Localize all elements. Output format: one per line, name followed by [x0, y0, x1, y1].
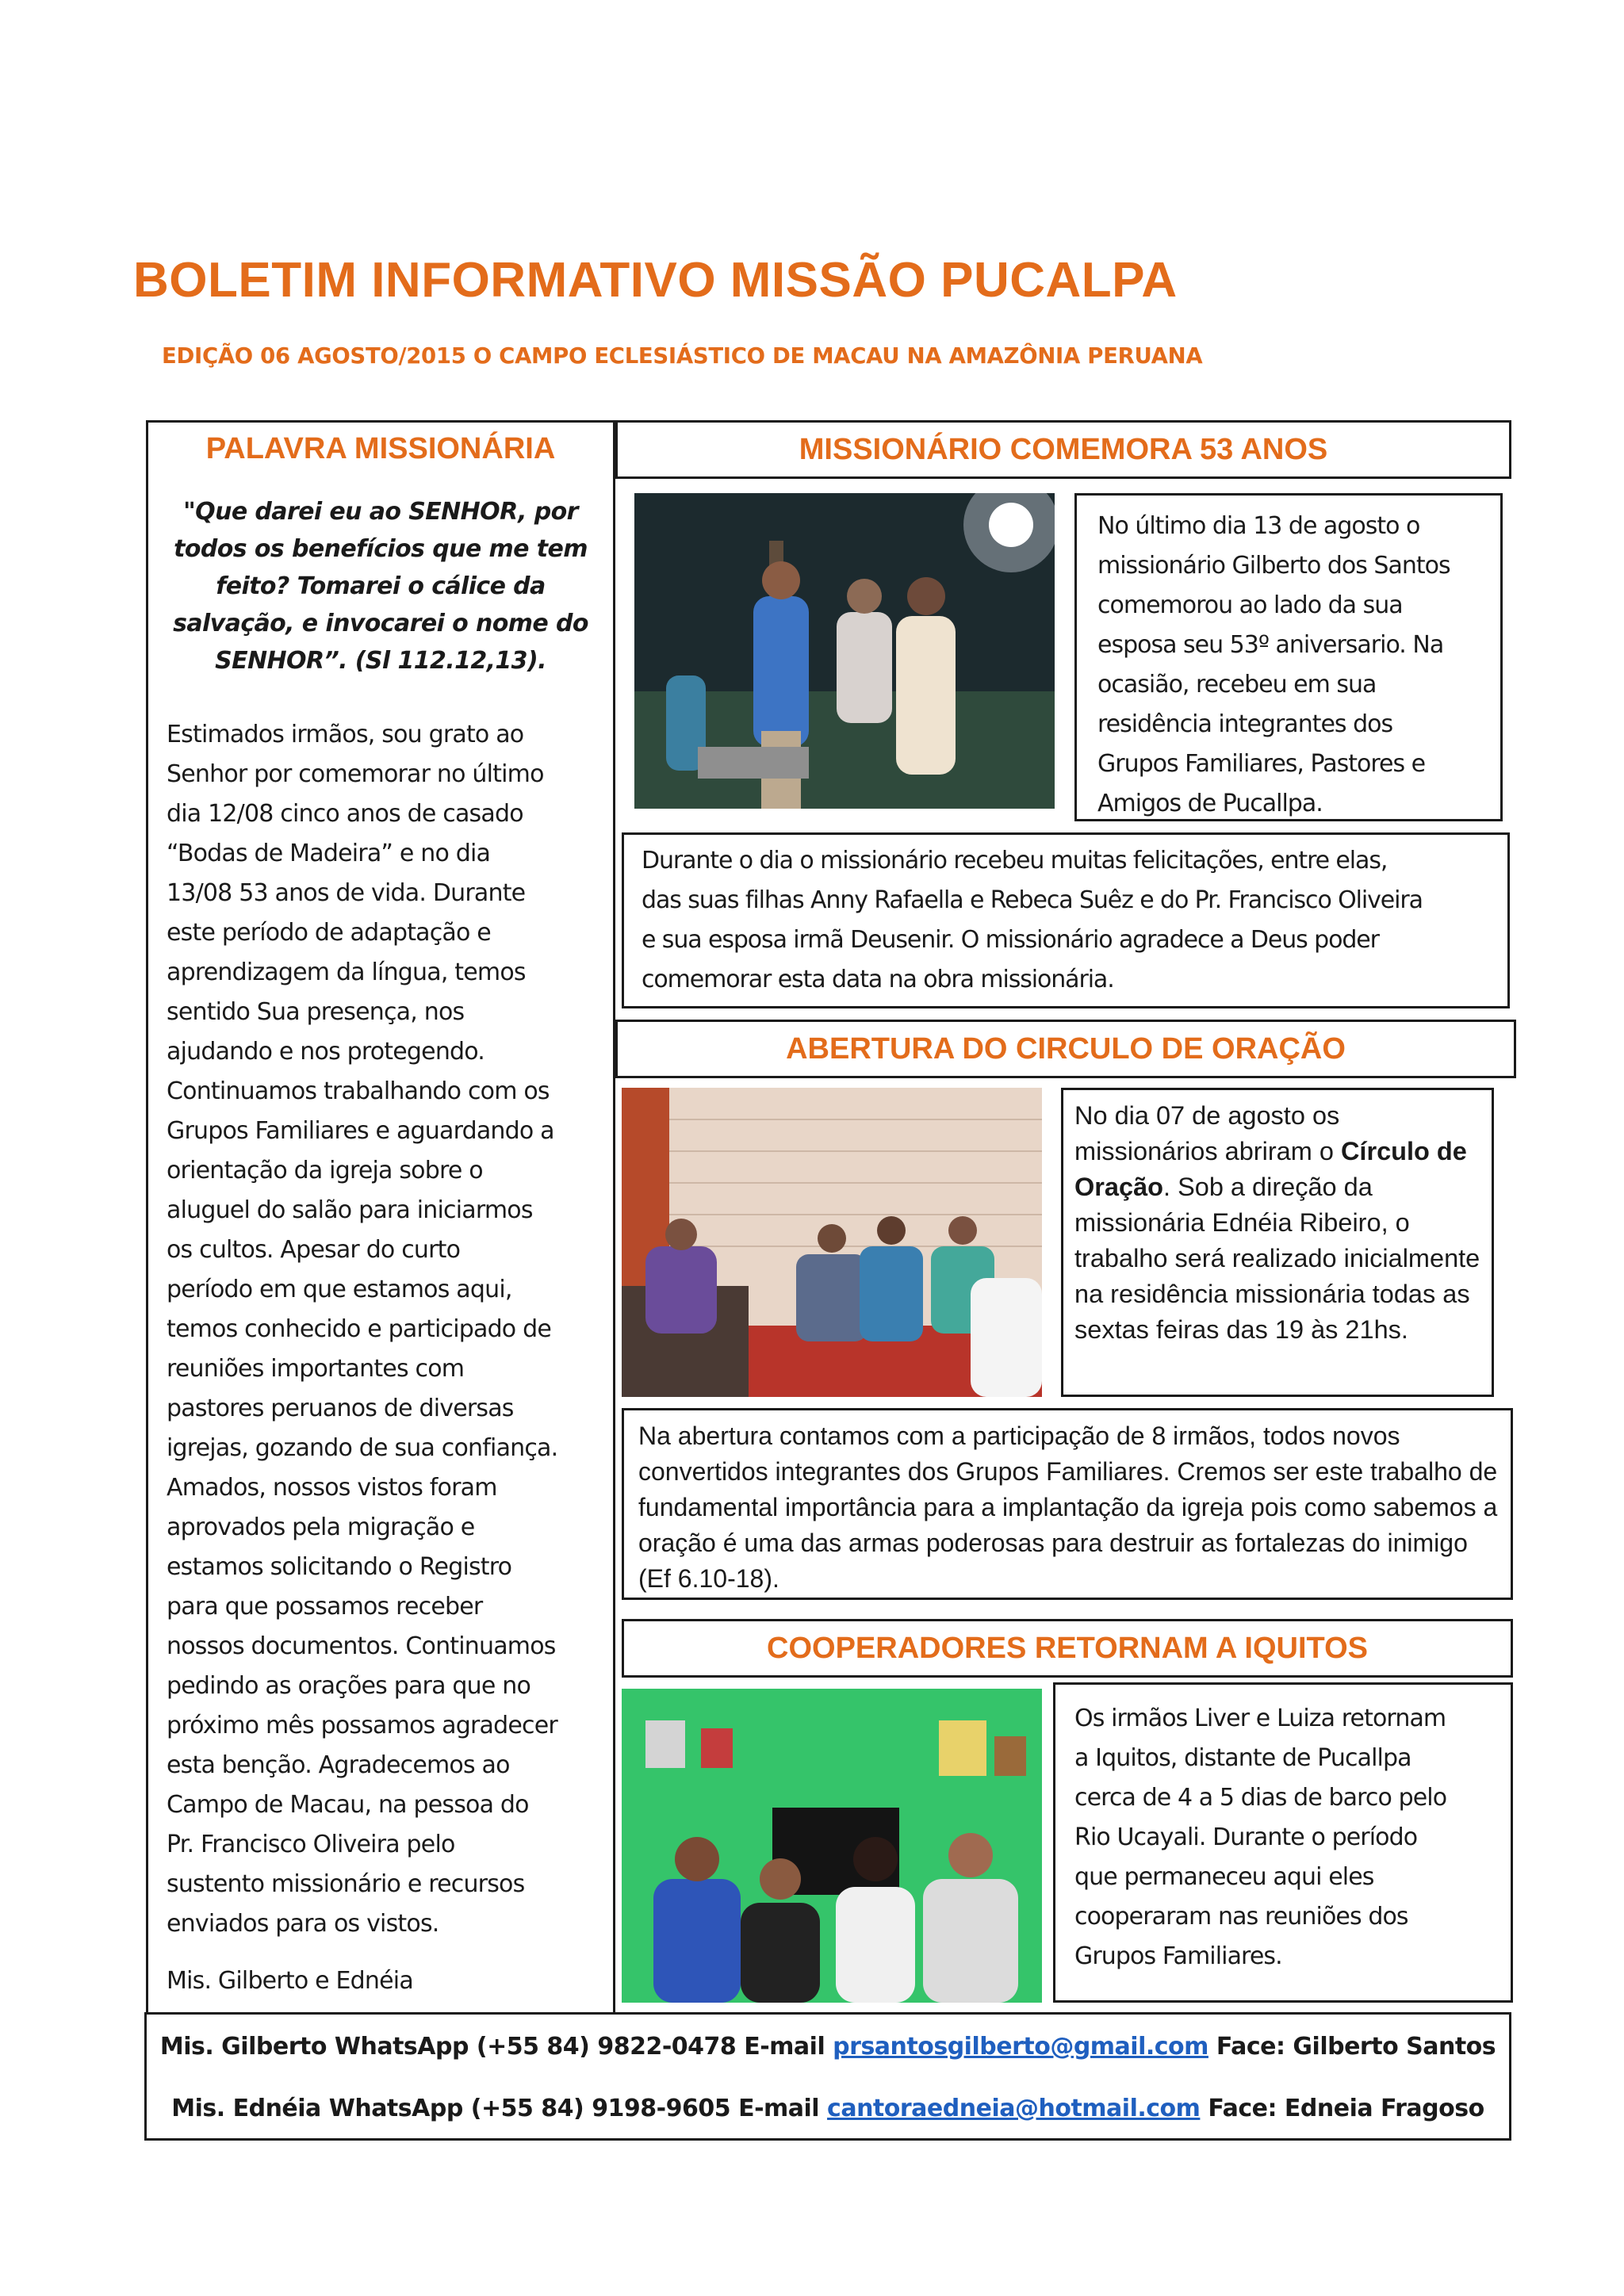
palavra-heading: PALAVRA MISSIONÁRIA [205, 431, 556, 465]
aniversario-side-line: esposa seu 53º aniversario. Na [1097, 631, 1444, 659]
cooperadores-side-line: cerca de 4 a 5 dias de barco pelo [1074, 1784, 1447, 1812]
palavra-line: os cultos. Apesar do curto [167, 1236, 461, 1264]
gilberto-email-link[interactable]: prsantosgilberto@gmail.com [833, 2033, 1208, 2061]
palavra-line: dia 12/08 cinco anos de casado [167, 800, 523, 828]
contact-line-edneia [147, 2078, 1509, 2140]
cooperadores-side-box [1053, 1682, 1513, 2003]
contact-box [144, 2012, 1511, 2141]
oracao-side-bold: Círculo de Oração [1074, 1137, 1467, 1201]
palavra-line: Senhor por comemorar no último [167, 760, 544, 788]
aniversario-line: Durante o dia o missionário recebeu muitas felicitações, entre elas, [642, 847, 1388, 874]
palavra-body [167, 715, 611, 1944]
palavra-line: pastores peruanos de diversas [167, 1395, 514, 1422]
cooperadores-side-line: Rio Ucayali. Durante o período [1074, 1823, 1418, 1851]
palavra-line: próximo mês possamos agradecer [167, 1712, 557, 1739]
palavra-line: igrejas, gozando de sua confiança. [167, 1434, 558, 1462]
oracao-text-box: Na abertura contamos com a participação de 8 irmãos, todos novos convertidos integrantes dos Grupos Familiares. Cremos ser este trabalho de fundamental importância para a implantação da igreja pois como sabemos a oração é uma das armas poderosas para destruir as fortalezas do inimigo (Ef 6.10-18). [622, 1408, 1513, 1600]
contact-gilberto-face: Face: Gilberto Santos [1208, 2033, 1496, 2061]
aniversario-side-line: residência integrantes dos [1097, 710, 1393, 738]
aniversario-line: e sua esposa irmã Deusenir. O missionário agradece a Deus poder [642, 926, 1379, 954]
palavra-line: Grupos Familiares e aguardando a [167, 1117, 554, 1145]
palavra-line: para que possamos receber [167, 1593, 483, 1621]
palavra-line: pedindo as orações para que no [167, 1672, 531, 1700]
palavra-line: período em que estamos aqui, [167, 1276, 512, 1303]
cooperadores-side-line: Grupos Familiares. [1074, 1942, 1282, 1970]
contact-edneia-face: Face: Edneia Fragoso [1200, 2095, 1484, 2122]
oracao-side-pre: No dia 07 de agosto os missionários abriram o [1074, 1101, 1341, 1165]
contact-gilberto-text: Mis. Gilberto WhatsApp (+55 84) 9822-0478 E-mail [159, 2033, 833, 2061]
palavra-signature: Mis. Gilberto e Ednéia [167, 1967, 413, 1995]
palavra-line: temos conhecido e participado de [167, 1315, 552, 1343]
aniversario-side-line: Amigos de Pucallpa. [1097, 790, 1323, 817]
palavra-line: este período de adaptação e [167, 919, 491, 947]
cooperadores-side-line: Os irmãos Liver e Luiza retornam [1074, 1705, 1446, 1732]
palavra-line: orientação da igreja sobre o [167, 1157, 483, 1184]
oracao-side-post: . Sob a direção da missionária Ednéia Ribeiro, o trabalho será realizado inicialmente na residência missionária todas as sextas feiras das 19 às 21hs. [1074, 1173, 1480, 1344]
cooperadores-heading: COOPERADORES RETORNAM A IQUITOS [622, 1619, 1513, 1678]
palavra-line: aprendizagem da língua, temos [167, 959, 526, 986]
palavra-line: nossos documentos. Continuamos [167, 1632, 556, 1660]
palavra-line: reuniões importantes com [167, 1355, 465, 1383]
palavra-line: Continuamos trabalhando com os [167, 1077, 550, 1105]
aniversario-line: comemorar esta data na obra missionária. [642, 966, 1114, 993]
palavra-line: Estimados irmãos, sou grato ao [167, 721, 524, 748]
palavra-line: estamos solicitando o Registro [167, 1553, 512, 1581]
edition-subtitle: EDIÇÃO 06 AGOSTO/2015 O CAMPO ECLESIÁSTICO DE MACAU NA AMAZÔNIA PERUANA [162, 343, 1203, 369]
palavra-line: enviados para os vistos. [167, 1910, 439, 1938]
aniversario-side-line: comemorou ao lado da sua [1097, 591, 1403, 619]
aniversario-heading: MISSIONÁRIO COMEMORA 53 ANOS [615, 420, 1511, 479]
palavra-line: “Bodas de Madeira” e no dia [167, 840, 491, 867]
palavra-line: esta benção. Agradecemos ao [167, 1751, 510, 1779]
cooperators-photo [622, 1689, 1042, 2003]
palavra-line: 13/08 53 anos de vida. Durante [167, 879, 526, 907]
aniversario-side-line: No último dia 13 de agosto o [1097, 512, 1420, 540]
cooperadores-side-line: a Iquitos, distante de Pucallpa [1074, 1744, 1411, 1772]
aniversario-side-box [1074, 493, 1503, 821]
aniversario-side-line: Grupos Familiares, Pastores e [1097, 750, 1426, 778]
aniversario-text-box [622, 832, 1510, 1008]
contact-line-gilberto [147, 2016, 1509, 2078]
bulletin-title: BOLETIM INFORMATIVO MISSÃO PUCALPA [133, 253, 1178, 308]
palavra-line: ajudando e nos protegendo. [167, 1038, 485, 1066]
oracao-heading: ABERTURA DO CIRCULO DE ORAÇÃO [615, 1020, 1516, 1078]
palavra-line: sentido Sua presença, nos [167, 998, 465, 1026]
palavra-line: aluguel do salão para iniciarmos [167, 1196, 533, 1224]
palavra-line: Amados, nossos vistos foram [167, 1474, 497, 1502]
palavra-line: aprovados pela migração e [167, 1513, 475, 1541]
edneia-email-link[interactable]: cantoraedneia@hotmail.com [827, 2095, 1201, 2122]
birthday-photo [634, 493, 1055, 809]
oracao-side-box [1061, 1088, 1494, 1397]
aniversario-line: das suas filhas Anny Rafaella e Rebeca Suêz e do Pr. Francisco Oliveira [642, 886, 1423, 914]
palavra-line: sustento missionário e recursos [167, 1870, 525, 1898]
cooperadores-side-line: cooperaram nas reuniões dos [1074, 1903, 1408, 1931]
palavra-line: Campo de Macau, na pessoa do [167, 1791, 529, 1819]
palavra-quote: "Que darei eu ao SENHOR, por todos os benefícios que me tem feito? Tomarei o cálice da salvação, e invocarei o nome do SENHOR”. (Sl 112.12,13). [173, 498, 588, 675]
palavra-line: Pr. Francisco Oliveira pelo [167, 1831, 455, 1858]
cooperadores-side-line: que permaneceu aqui eles [1074, 1863, 1374, 1891]
aniversario-side-line: missionário Gilberto dos Santos [1097, 552, 1450, 580]
contact-edneia-text: Mis. Ednéia WhatsApp (+55 84) 9198-9605 E-mail [171, 2095, 828, 2122]
prayer-circle-photo [622, 1088, 1042, 1397]
aniversario-side-line: ocasião, recebeu em sua [1097, 671, 1377, 698]
